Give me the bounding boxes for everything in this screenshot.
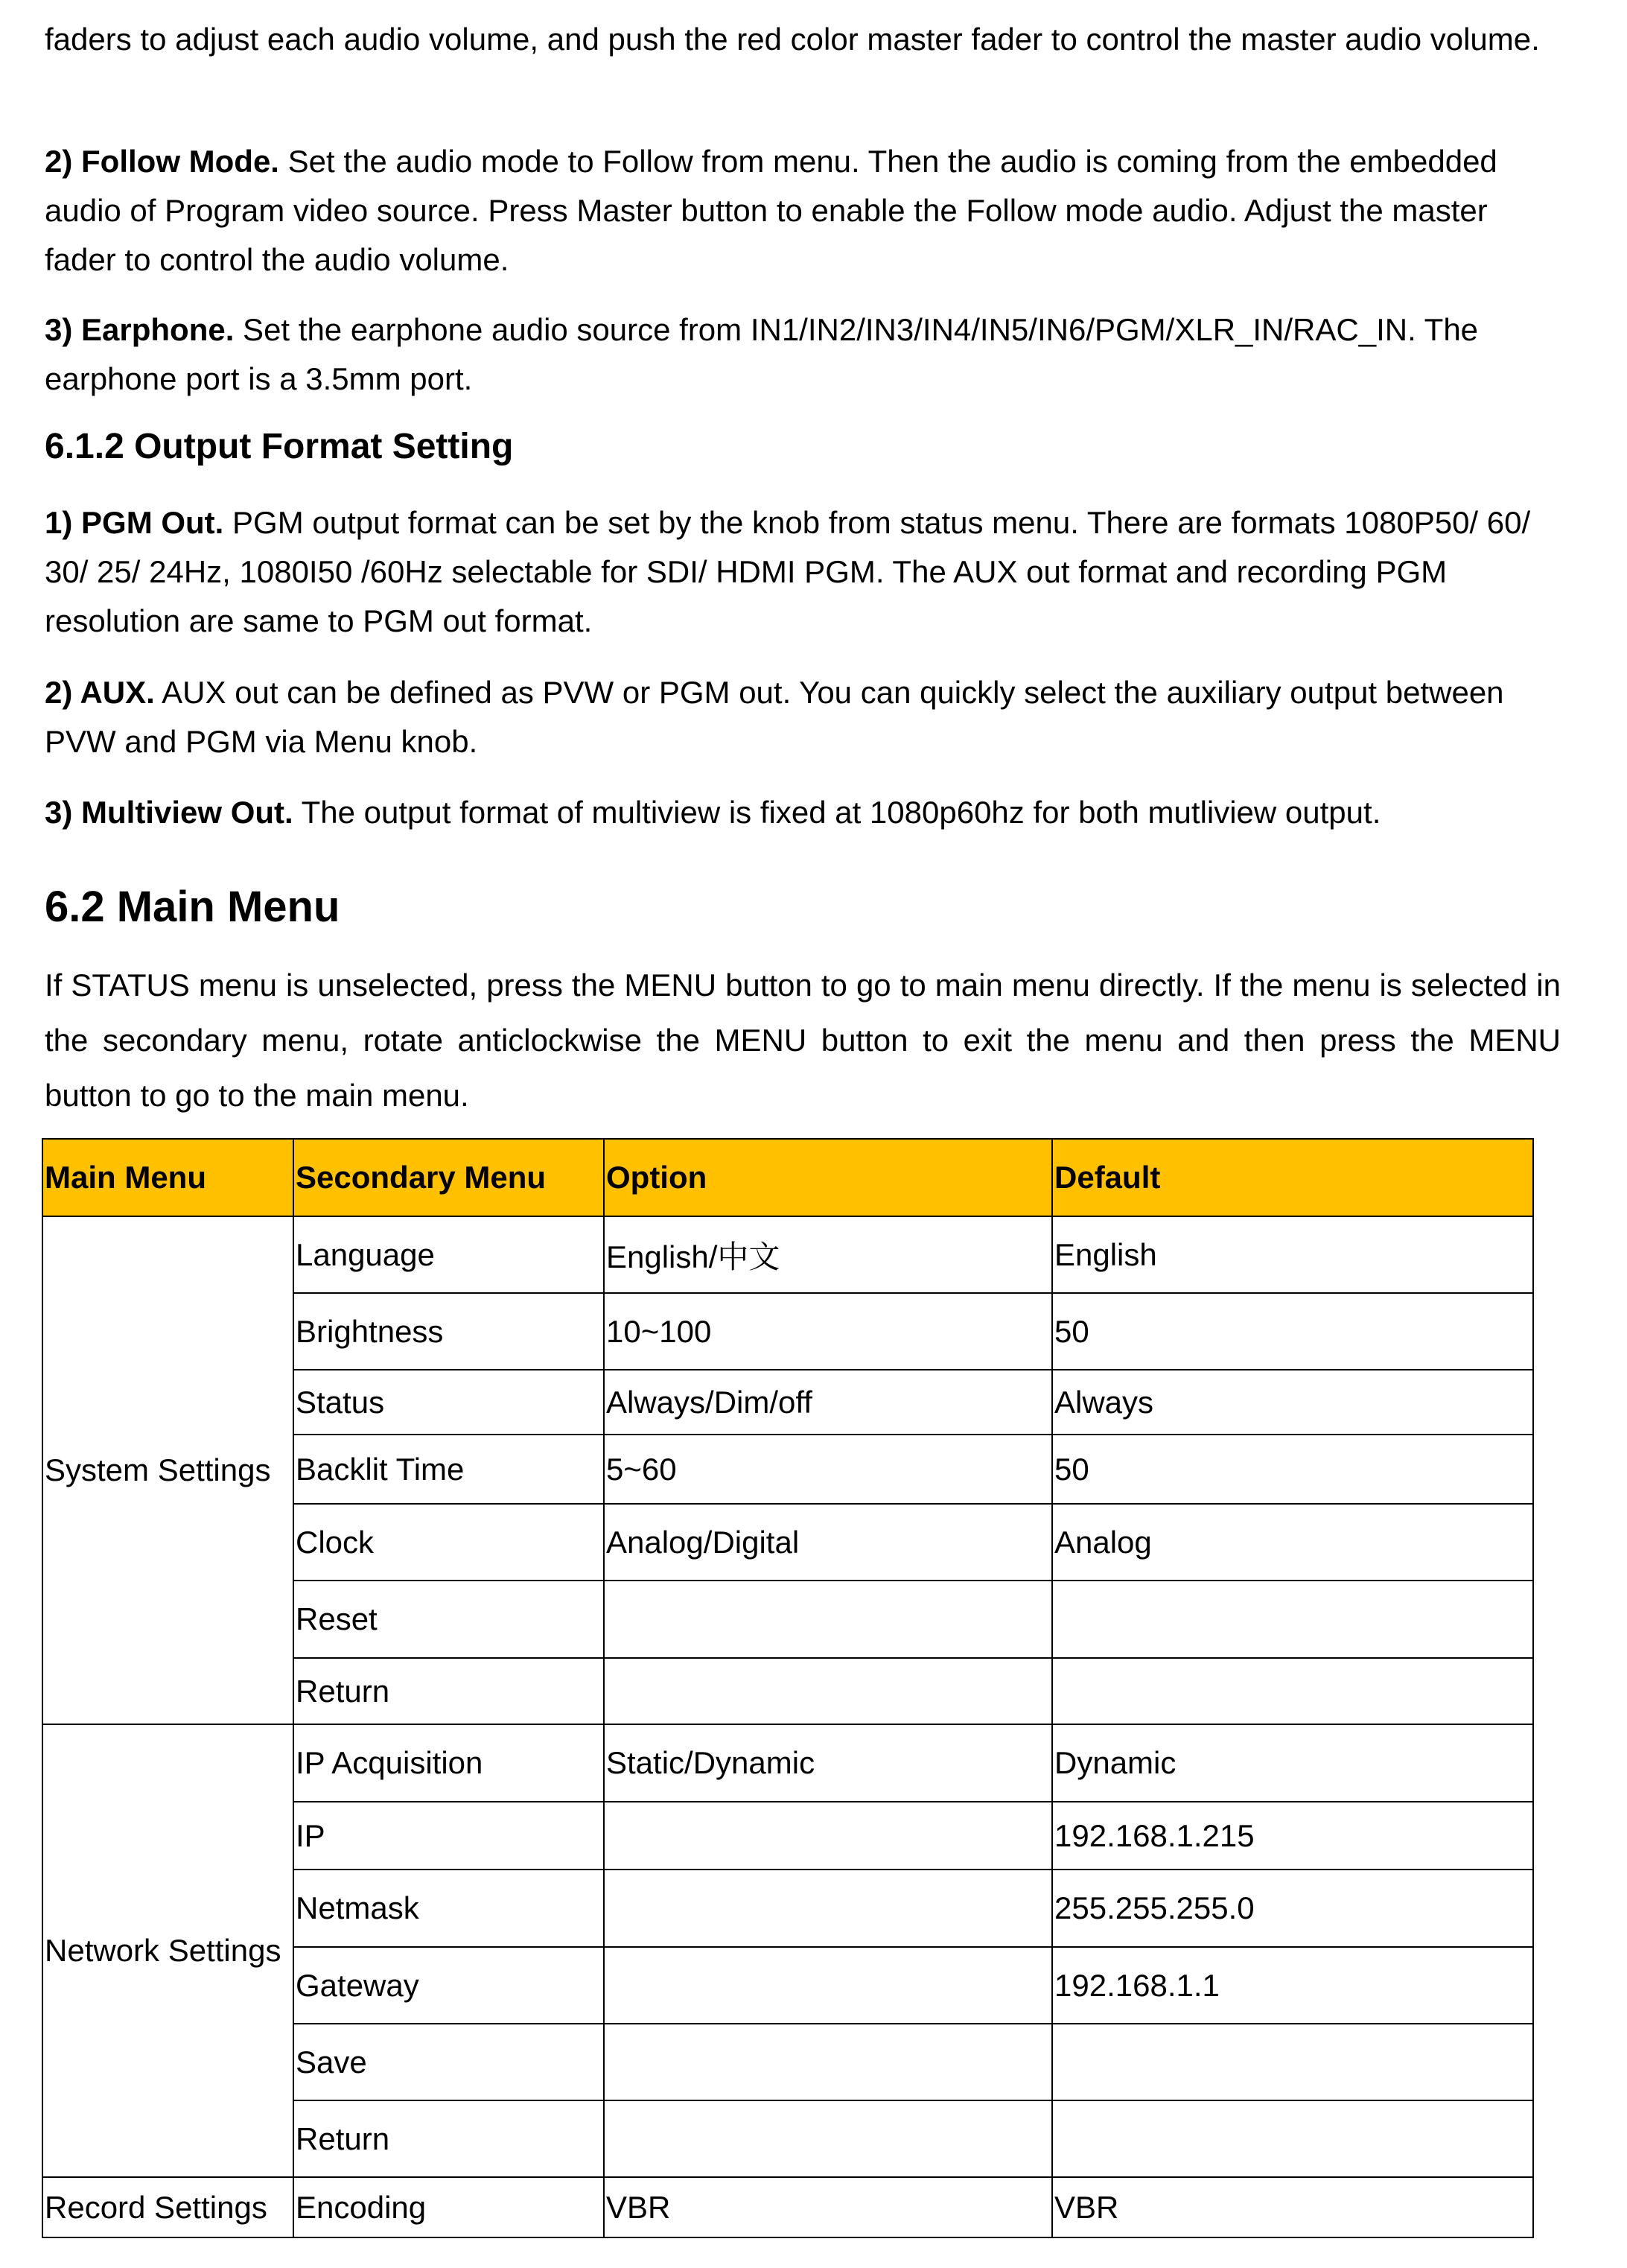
intro-paragraph: faders to adjust each audio volume, and push the red color master fader to control the master audio volume. bbox=[45, 22, 1540, 57]
option-cell bbox=[604, 2024, 1052, 2100]
option-cell: Analog/Digital bbox=[604, 1504, 1052, 1581]
option-cell: English/中文 bbox=[604, 1216, 1052, 1293]
option-cell: 5~60 bbox=[604, 1435, 1052, 1504]
option-cell bbox=[604, 1870, 1052, 1947]
table-body bbox=[42, 1216, 1533, 2237]
secondary-menu-cell: Backlit Time bbox=[293, 1435, 604, 1504]
secondary-menu-cell: IP bbox=[293, 1802, 604, 1870]
option-cell bbox=[604, 1581, 1052, 1658]
default-cell bbox=[1052, 2024, 1533, 2100]
main-menu-cell: System Settings bbox=[42, 1216, 293, 1724]
main-menu-cell: Network Settings bbox=[42, 1724, 293, 2177]
secondary-menu-cell: Gateway bbox=[293, 1947, 604, 2024]
aux-text: AUX out can be defined as PVW or PGM out. You can quickly select the auxiliary output between PVW and PGM via Menu knob. bbox=[45, 675, 1504, 759]
secondary-menu-cell: Return bbox=[293, 1658, 604, 1724]
default-cell: Analog bbox=[1052, 1504, 1533, 1581]
header-secondary-menu: Secondary Menu bbox=[293, 1139, 604, 1216]
option-cell: Always/Dim/off bbox=[604, 1370, 1052, 1435]
secondary-menu-cell: Save bbox=[293, 2024, 604, 2100]
default-cell: 50 bbox=[1052, 1435, 1533, 1504]
secondary-menu-cell: IP Acquisition bbox=[293, 1724, 604, 1802]
header-default: Default bbox=[1052, 1139, 1533, 1216]
pgm-out-paragraph bbox=[45, 498, 1561, 646]
follow-mode-text: Set the audio mode to Follow from menu. Then the audio is coming from the embedded audio of Program video source. Press Master button to enable the Follow mode audio. Adjust the master fader to control the audio volume. bbox=[45, 144, 1497, 277]
table-header-row bbox=[42, 1139, 1533, 1216]
secondary-menu-cell: Encoding bbox=[293, 2177, 604, 2237]
multiview-title: 3) Multiview Out. bbox=[45, 795, 293, 830]
secondary-menu-cell: Return bbox=[293, 2100, 604, 2177]
default-cell: 192.168.1.1 bbox=[1052, 1947, 1533, 2024]
secondary-menu-cell: Clock bbox=[293, 1504, 604, 1581]
table-row bbox=[42, 1724, 1533, 1802]
main-menu-heading: 6.2 Main Menu bbox=[45, 883, 340, 931]
option-cell bbox=[604, 1658, 1052, 1724]
main-menu-table bbox=[42, 1138, 1534, 2238]
multiview-text: The output format of multiview is fixed at 1080p60hz for both mutliview output. bbox=[293, 795, 1381, 830]
option-cell bbox=[604, 1947, 1052, 2024]
earphone-paragraph bbox=[45, 305, 1561, 404]
follow-mode-paragraph bbox=[45, 137, 1561, 285]
default-cell: Always bbox=[1052, 1370, 1533, 1435]
default-cell bbox=[1052, 1581, 1533, 1658]
main-menu-cell: Record Settings bbox=[42, 2177, 293, 2237]
default-cell: Dynamic bbox=[1052, 1724, 1533, 1802]
secondary-menu-cell: Language bbox=[293, 1216, 604, 1293]
option-cell bbox=[604, 2100, 1052, 2177]
earphone-title: 3) Earphone. bbox=[45, 312, 235, 347]
secondary-menu-cell: Status bbox=[293, 1370, 604, 1435]
aux-title: 2) AUX. bbox=[45, 675, 155, 710]
option-cell: VBR bbox=[604, 2177, 1052, 2237]
follow-mode-title: 2) Follow Mode. bbox=[45, 144, 279, 179]
aux-paragraph bbox=[45, 668, 1561, 766]
default-cell: VBR bbox=[1052, 2177, 1533, 2237]
default-cell: English bbox=[1052, 1216, 1533, 1293]
option-cell: Static/Dynamic bbox=[604, 1724, 1052, 1802]
table-row bbox=[42, 2177, 1533, 2237]
main-menu-paragraph: If STATUS menu is unselected, press the MENU button to go to main menu directly. If the menu is selected in the secondary menu, rotate anticlockwise the MENU button to exit the menu and then press the MENU button to go to the main menu. bbox=[45, 968, 1561, 1113]
header-main-menu: Main Menu bbox=[42, 1139, 293, 1216]
default-cell bbox=[1052, 2100, 1533, 2177]
option-cell bbox=[604, 1802, 1052, 1870]
earphone-text: Set the earphone audio source from IN1/IN2/IN3/IN4/IN5/IN6/PGM/XLR_IN/RAC_IN. The earphone port is a 3.5mm port. bbox=[45, 312, 1479, 396]
multiview-paragraph bbox=[45, 788, 1561, 837]
pgm-out-text: PGM output format can be set by the knob from status menu. There are formats 1080P50/ 60/ 30/ 25/ 24Hz, 1080I50 /60Hz selectable for SDI/ HDMI PGM. The AUX out format and recording PGM resolution are same to PGM out format. bbox=[45, 505, 1531, 638]
secondary-menu-cell: Reset bbox=[293, 1581, 604, 1658]
header-option: Option bbox=[604, 1139, 1052, 1216]
default-cell: 50 bbox=[1052, 1293, 1533, 1370]
default-cell: 255.255.255.0 bbox=[1052, 1870, 1533, 1947]
table-row bbox=[42, 1216, 1533, 1293]
default-cell bbox=[1052, 1658, 1533, 1724]
default-cell: 192.168.1.215 bbox=[1052, 1802, 1533, 1870]
pgm-out-title: 1) PGM Out. bbox=[45, 505, 224, 540]
output-format-heading: 6.1.2 Output Format Setting bbox=[45, 427, 514, 466]
option-cell: 10~100 bbox=[604, 1293, 1052, 1370]
secondary-menu-cell: Netmask bbox=[293, 1870, 604, 1947]
secondary-menu-cell: Brightness bbox=[293, 1293, 604, 1370]
